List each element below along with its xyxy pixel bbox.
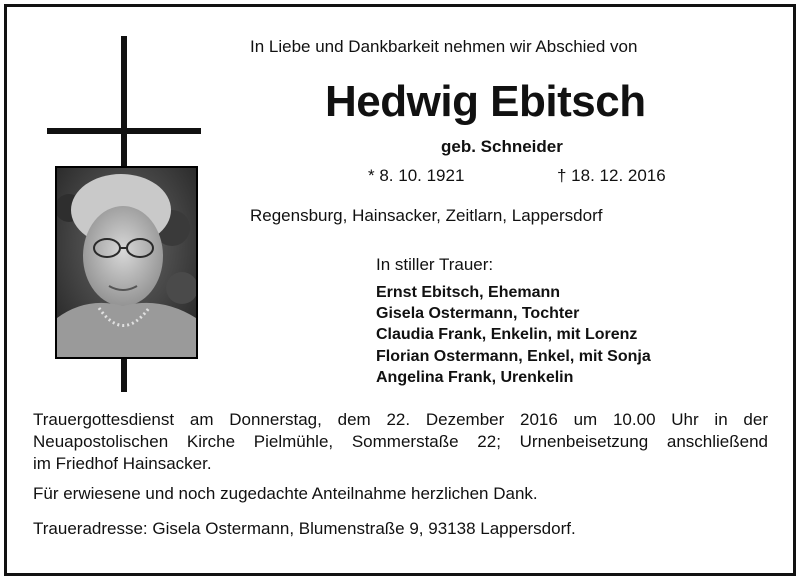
intro-text: In Liebe und Dankbarkeit nehmen wir Abschied von [250, 37, 638, 56]
death-date: † 18. 12. 2016 [557, 166, 666, 185]
places-line: Regensburg, Hainsacker, Zeitlarn, Lappersdorf [250, 206, 603, 225]
service-line: Trauergottesdienst am Donnerstag, dem 22. Dezember 2016 um 10.00 Uhr in der [33, 410, 768, 429]
birth-date: * 8. 10. 1921 [368, 166, 465, 185]
mourner-item: Ernst Ebitsch, Ehemann [376, 284, 561, 301]
mourner-item: Florian Ostermann, Enkel, mit Sonja [376, 347, 651, 365]
mourning-address: Traueradresse: Gisela Ostermann, Blumenstraße 9, 93138 Lappersdorf. [33, 519, 576, 538]
cross-horizontal-bar [47, 128, 201, 134]
mourning-title: In stiller Trauer: [376, 255, 494, 274]
portrait-photo [55, 166, 198, 359]
thanks-text: Für erwiesene und noch zugedachte Anteilnahme herzlichen Dank. [33, 484, 538, 503]
mourners-list [376, 282, 651, 388]
mourner-item: Gisela Ostermann, Tochter [376, 305, 580, 323]
service-paragraph [33, 409, 768, 475]
birth-name: geb. Schneider [441, 137, 563, 156]
service-line: im Friedhof Hainsacker. [33, 454, 212, 473]
service-line: Neuapostolischen Kirche Pielmühle, Sommerstaße 22; Urnenbeisetzung anschließend [33, 432, 768, 451]
mourner-item: Angelina Frank, Urenkelin [376, 368, 574, 386]
mourner-item: Claudia Frank, Enkelin, mit Lorenz [376, 326, 638, 344]
deceased-name: Hedwig Ebitsch [325, 77, 646, 126]
